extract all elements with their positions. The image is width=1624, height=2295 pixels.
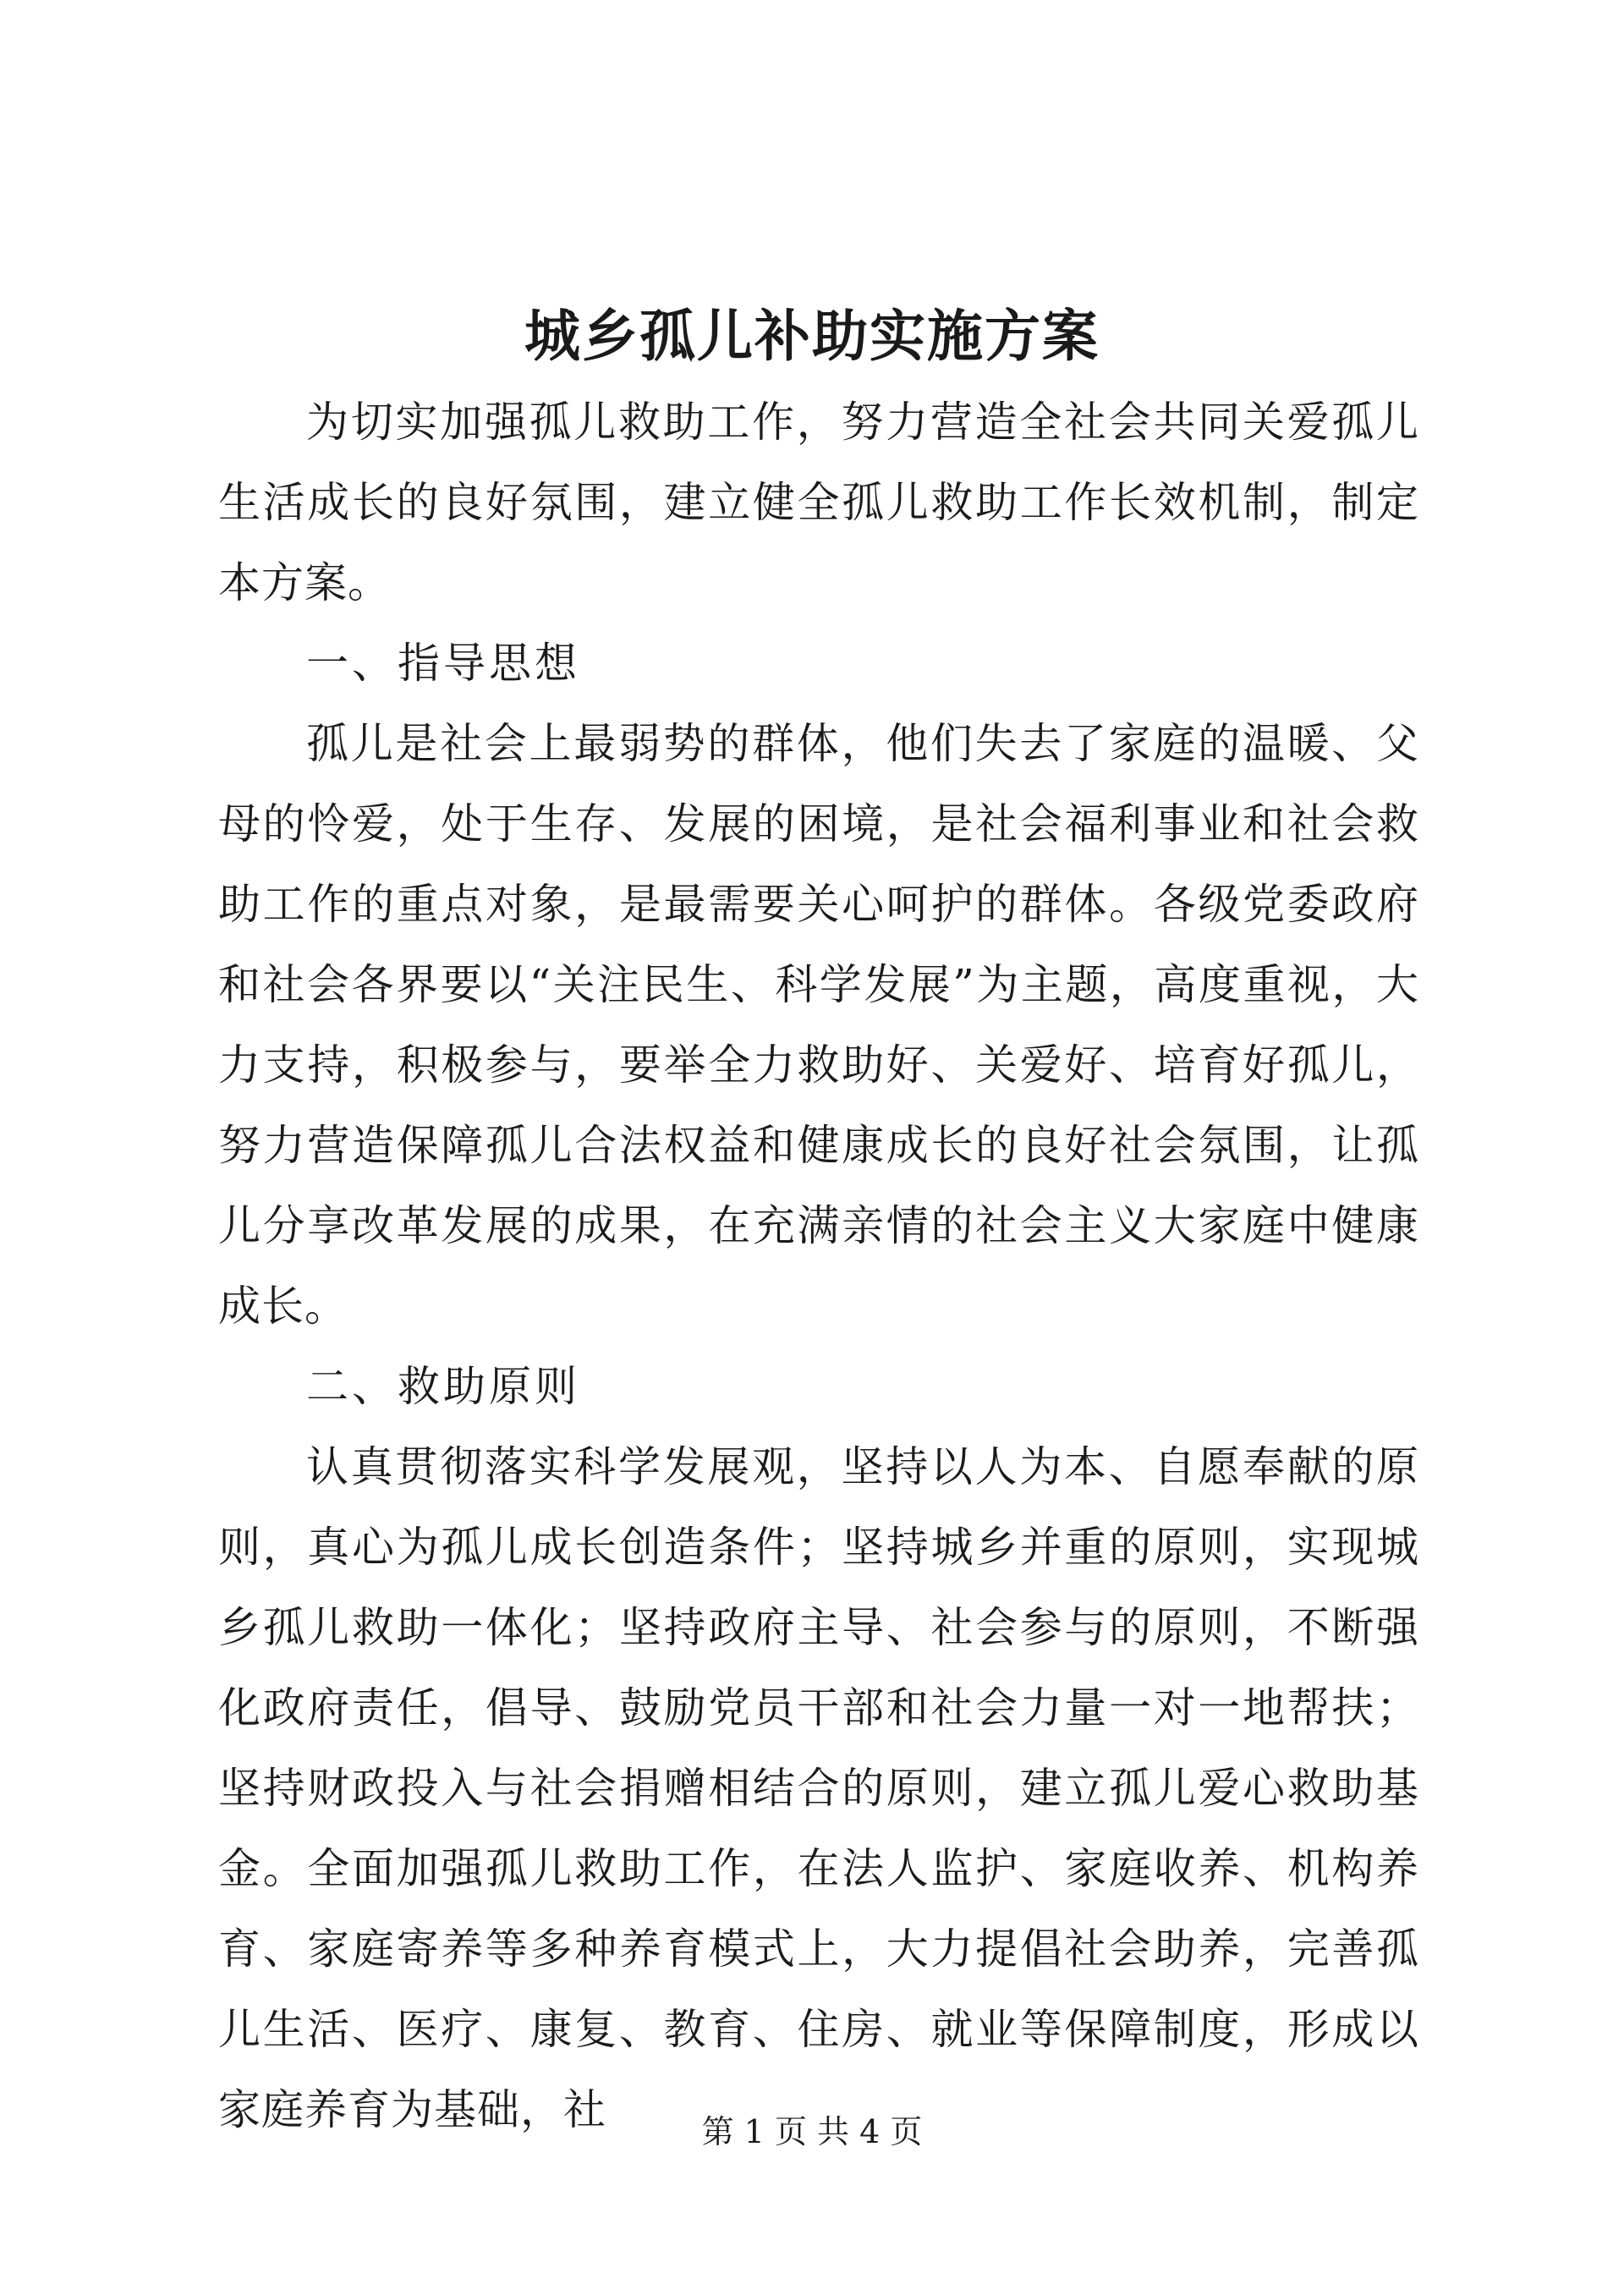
document-title: 城乡孤儿补助实施方案 — [524, 303, 1100, 369]
relief-principles-paragraph: 认真贯彻落实科学发展观，坚持以人为本、自愿奉献的原则，真心为孤儿成长创造条件；坚持城乡并重的原则，实现城乡孤儿救助一体化；坚持政府主导、社会参与的原则，不断强化政府责任，倡导、鼓励党员干部和社会力量一对一地帮扶；坚持财政投入与社会捐赠相结合的原则，建立孤儿爱心救助基金。全面加强孤儿救助工作，在法人监护、家庭收养、机构养育、家庭寄养等多种养育模式上，大力提倡社会助养，完善孤儿生活、医疗、康复、教育、住房、就业等保障制度，形成以家庭养育为基础，社 — [218, 1442, 1419, 2134]
document-body — [218, 382, 1419, 2150]
intro-paragraph: 为切实加强孤儿救助工作，努力营造全社会共同关爱孤儿生活成长的良好氛围，建立健全孤儿救助工作长效机制，制定本方案。 — [218, 398, 1419, 607]
section-heading-relief-principles: 二、救助原则 — [306, 1362, 580, 1411]
guiding-ideology-paragraph: 孤儿是社会上最弱势的群体，他们失去了家庭的温暖、父母的怜爱，处于生存、发展的困境，是社会福利事业和社会救助工作的重点对象，是最需要关心呵护的群体。各级党委政府和社会各界要以“关注民生、科学发展”为主题，高度重视，大力支持，积极参与，要举全力救助好、关爱好、培育好孤儿，努力营造保障孤儿合法权益和健康成长的良好社会氛围，让孤儿分享改革发展的成果，在充满亲情的社会主义大家庭中健康成长。 — [218, 719, 1419, 1331]
section-heading-guiding-ideology: 一、指导思想 — [306, 639, 580, 688]
page-number-footer: 第 1 页 共 4 页 — [701, 2113, 923, 2150]
